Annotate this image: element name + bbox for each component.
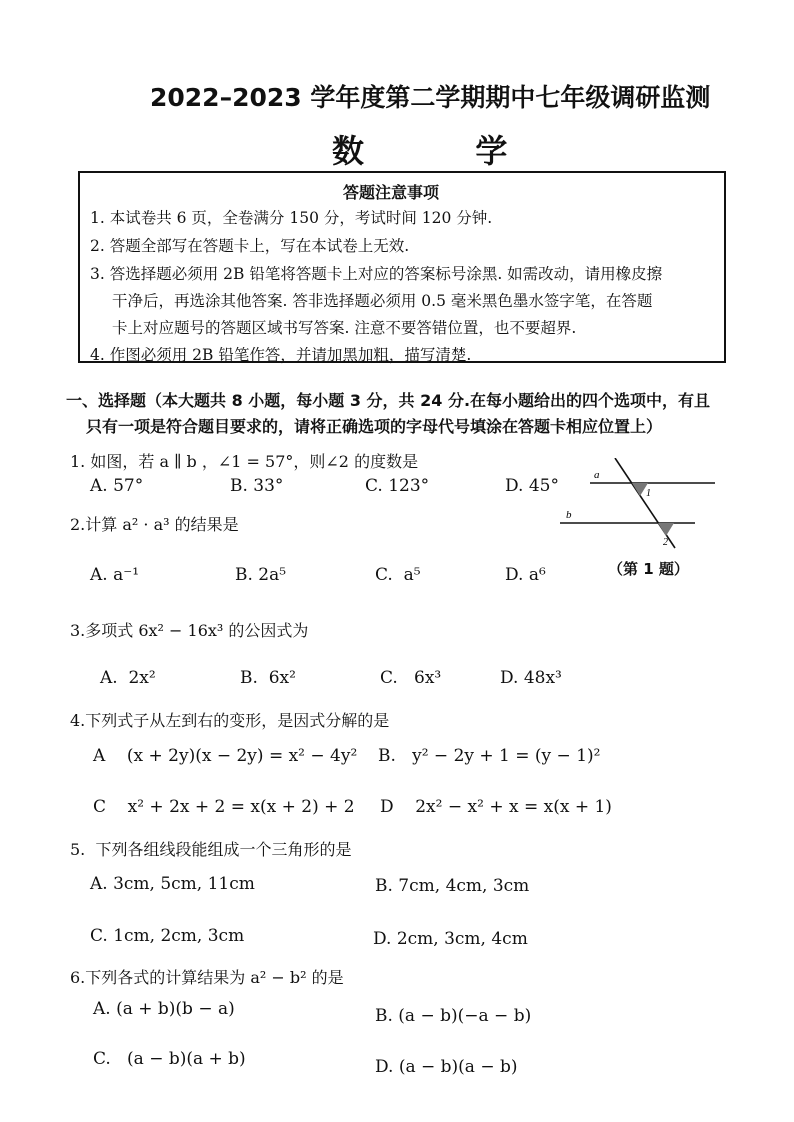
question-6-stem: 6.下列各式的计算结果为 a² − b² 的是 (70, 968, 344, 987)
q1-option-b: B. 33° (230, 476, 284, 496)
q3-option-b: B. 6x² (240, 668, 296, 688)
q5-option-a: A. 3cm, 5cm, 11cm (90, 874, 255, 894)
q1-option-a: A. 57° (90, 476, 144, 496)
q4-option-c: C x² + 2x + 2 = x(x + 2) + 2 (93, 797, 355, 817)
q1-option-c: C. 123° (365, 476, 430, 496)
section-heading-line2: 只有一项是符合题目要求的，请将正确选项的字母代号填涂在答题卡相应位置上） (86, 417, 663, 436)
q2-option-b: B. 2a⁵ (235, 565, 287, 585)
notice-item: 卡上对应题号的答题区域书写答案. 注意不要答错位置，也不要超界. (112, 319, 577, 337)
q4-option-a: A (x + 2y)(x − 2y) = x² − 4y² (93, 746, 358, 766)
q3-option-a: A. 2x² (100, 668, 156, 688)
q1-figure-caption: （第 1 题） (608, 560, 689, 578)
q5-option-d: D. 2cm, 3cm, 4cm (373, 929, 528, 949)
q1-figure (560, 458, 730, 558)
label-angle-2: 2 (663, 537, 668, 548)
q1-option-d: D. 45° (505, 476, 559, 496)
section-heading-line1: 一、选择题（本大题共 8 小题，每小题 3 分，共 24 分.在每小题给出的四个选项中，有且 (66, 391, 711, 410)
question-1-stem: 1. 如图，若 a ∥ b ，∠1 = 57°，则∠2 的度数是 (70, 452, 419, 471)
notice-item: 2. 答题全部写在答题卡上，写在本试卷上无效. (90, 237, 410, 255)
notice-item: 3. 答选择题必须用 2B 铅笔将答题卡上对应的答案标号涂黑. 如需改动，请用橡皮擦 (90, 265, 663, 283)
notice-item: 干净后，再选涂其他答案. 答非选择题必须用 0.5 毫米黑色墨水签字笔，在答题 (112, 292, 653, 310)
question-3-stem: 3.多项式 6x² − 16x³ 的公因式为 (70, 621, 309, 640)
q4-option-d: D 2x² − x² + x = x(x + 1) (380, 797, 612, 817)
q6-option-c: C. (a − b)(a + b) (93, 1049, 246, 1069)
label-angle-1: 1 (646, 488, 651, 499)
notice-item: 4. 作图必须用 2B 铅笔作答，并请加黑加粗，描写清楚. (90, 346, 472, 364)
question-4-stem: 4.下列式子从左到右的变形，是因式分解的是 (70, 711, 390, 730)
q4-option-b: B. y² − 2y + 1 = (y − 1)² (378, 746, 601, 766)
q3-option-d: D. 48x³ (500, 668, 562, 688)
q6-option-d: D. (a − b)(a − b) (375, 1057, 518, 1077)
q2-option-c: C. a⁵ (375, 565, 421, 585)
q5-option-b: B. 7cm, 4cm, 3cm (375, 876, 530, 896)
q6-option-b: B. (a − b)(−a − b) (375, 1006, 532, 1026)
notice-heading: 答题注意事项 (343, 183, 440, 202)
q5-option-c: C. 1cm, 2cm, 3cm (90, 926, 245, 946)
notice-item: 1. 本试卷共 6 页，全卷满分 150 分，考试时间 120 分钟. (90, 209, 493, 227)
q6-option-a: A. (a + b)(b − a) (93, 999, 235, 1019)
q3-option-c: C. 6x³ (380, 668, 442, 688)
q2-option-d: D. a⁶ (505, 565, 546, 585)
question-2-stem: 2.计算 a² · a³ 的结果是 (70, 515, 239, 534)
question-5-stem: 5. 下列各组线段能组成一个三角形的是 (70, 840, 352, 859)
angle-2-mark (658, 523, 674, 536)
subject-title: 数 学 (332, 132, 508, 170)
label-b: b (566, 509, 572, 521)
exam-title: 2022–2023 学年度第二学期期中七年级调研监测 (150, 83, 711, 112)
label-a: a (594, 469, 600, 481)
q2-option-a: A. a⁻¹ (90, 565, 140, 585)
